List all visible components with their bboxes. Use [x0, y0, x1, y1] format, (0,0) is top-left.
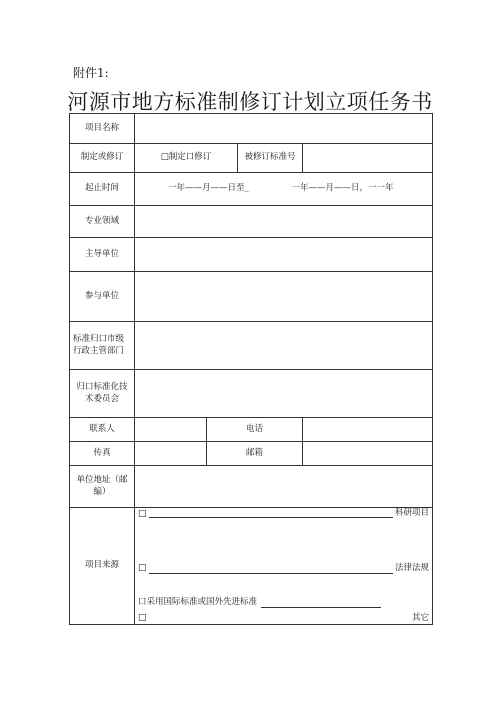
committee-label: 归口标准化技术委员会: [70, 370, 135, 418]
phone-label: 电话: [207, 418, 303, 442]
committee-input[interactable]: [135, 370, 433, 418]
task-form-table: [69, 113, 433, 625]
source-other[interactable]: [135, 608, 432, 624]
law-text: 法律法规: [394, 562, 429, 573]
law-underline: [149, 567, 393, 574]
document-title: 河源市地方标准制修订计划立项任务书: [67, 90, 433, 114]
period-end: 一年——月——日，一一年: [291, 183, 394, 194]
row-type: [70, 144, 433, 173]
other-checkbox[interactable]: □: [138, 612, 147, 623]
participants-input[interactable]: [135, 272, 433, 322]
contact-input[interactable]: [135, 418, 207, 442]
admin-input[interactable]: [135, 322, 433, 370]
fax-label: 传真: [70, 442, 135, 466]
type-label: 制定或修订: [70, 144, 135, 173]
attachment-label: 附件1:: [73, 66, 109, 80]
field-label: 专业领域: [70, 206, 135, 238]
source-options: [135, 508, 433, 625]
research-text: 科研项目: [394, 508, 429, 519]
row-project-name: [70, 114, 433, 144]
address-label: 单位地址（邮编）: [70, 466, 135, 508]
lead-unit-label: 主导单位: [70, 238, 135, 272]
source-intl[interactable]: [135, 574, 432, 608]
research-checkbox[interactable]: □: [138, 508, 147, 519]
address-input[interactable]: [135, 466, 433, 508]
source-label: 项目来源: [70, 508, 135, 625]
lead-unit-input[interactable]: [135, 238, 433, 272]
row-committee: [70, 370, 433, 418]
intl-text: 口采用国际标准或国外先进标准: [138, 596, 258, 607]
admin-label: 标准归口市级行政主管部门: [70, 322, 135, 370]
research-underline: [149, 511, 393, 518]
project-name-field[interactable]: [135, 114, 433, 144]
email-input[interactable]: [303, 442, 433, 466]
intl-underline: [261, 601, 381, 608]
contact-label: 联系人: [70, 418, 135, 442]
phone-input[interactable]: [303, 418, 433, 442]
project-name-label: 项目名称: [70, 114, 135, 144]
fax-input[interactable]: [135, 442, 207, 466]
email-label: 邮箱: [207, 442, 303, 466]
other-spacer: [149, 618, 410, 624]
row-source: [70, 508, 433, 625]
revised-std-label: 被修订标准号: [238, 144, 303, 173]
type-options[interactable]: □制定口修订: [135, 144, 238, 173]
source-research[interactable]: [135, 508, 432, 520]
revised-std-field[interactable]: [303, 144, 433, 173]
row-contact: [70, 418, 433, 442]
row-address: [70, 466, 433, 508]
period-start: 一年——月——日至_: [168, 183, 249, 194]
row-lead-unit: [70, 238, 433, 272]
row-field: [70, 206, 433, 238]
row-fax: [70, 442, 433, 466]
period-label: 起止时间: [70, 173, 135, 206]
field-input[interactable]: [135, 206, 433, 238]
row-admin: [70, 322, 433, 370]
participants-label: 参与单位: [70, 272, 135, 322]
row-period: [70, 173, 433, 206]
period-field[interactable]: [135, 173, 433, 206]
row-participants: [70, 272, 433, 322]
law-checkbox[interactable]: □: [138, 562, 147, 573]
source-law[interactable]: [135, 520, 432, 574]
other-text: 其它: [411, 612, 429, 623]
